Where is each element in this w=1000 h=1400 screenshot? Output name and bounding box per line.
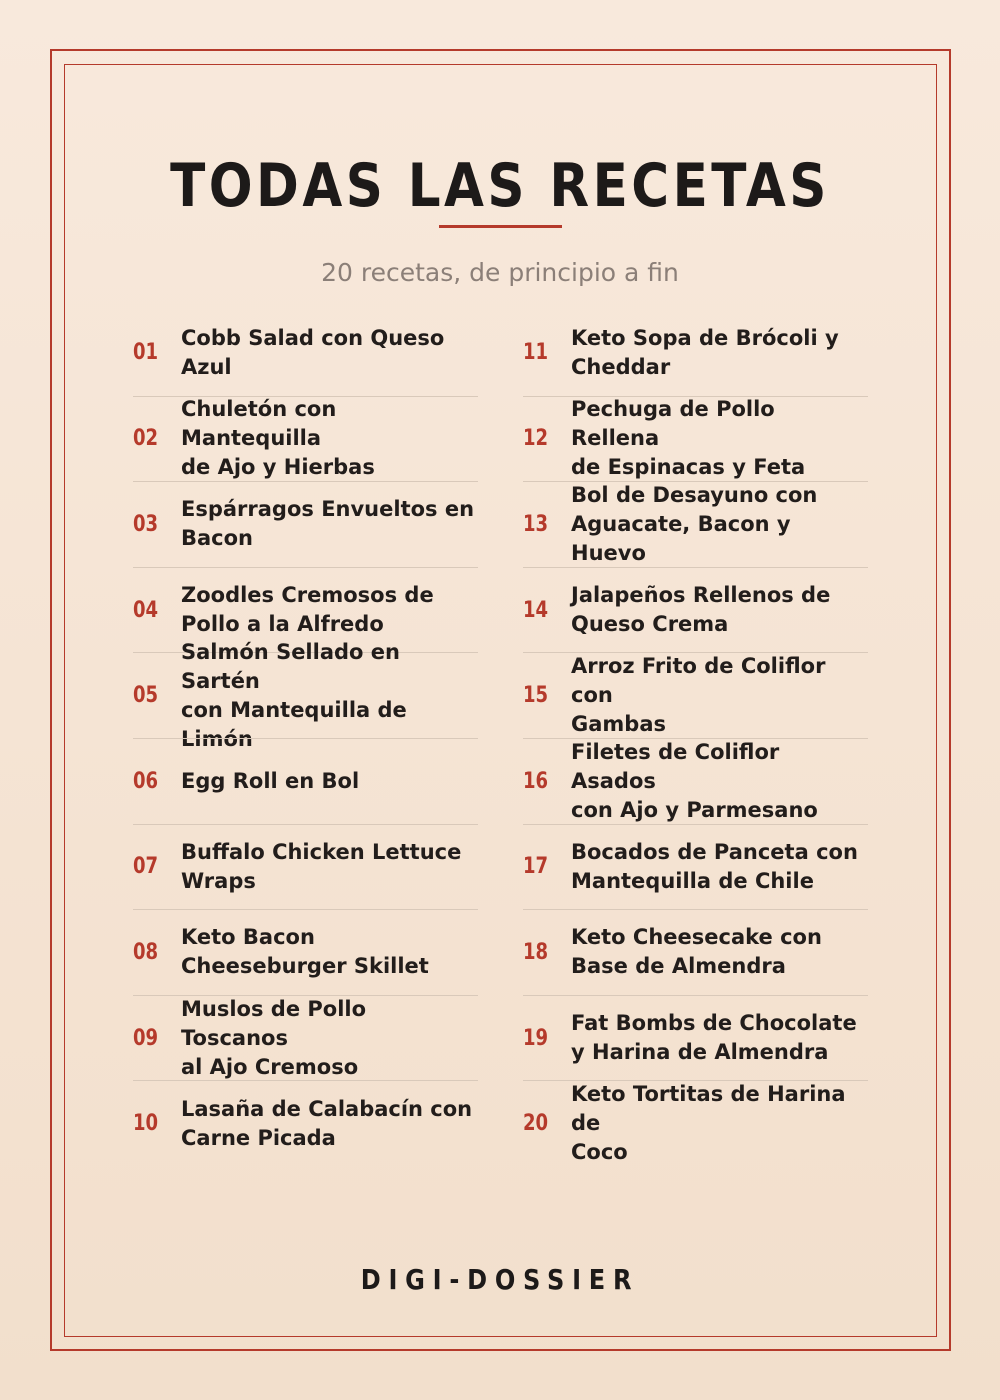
recipe-number: 01: [133, 340, 159, 366]
recipe-number: 12: [523, 426, 549, 452]
recipe-item: [133, 1080, 478, 1166]
recipe-item: [523, 481, 868, 567]
recipe-item: [133, 639, 478, 751]
recipe-name: Keto Cheesecake con Base de Almendra: [571, 925, 822, 979]
recipe-item: [133, 481, 478, 567]
recipe-item: [523, 824, 868, 910]
recipe-item: [523, 909, 868, 995]
recipe-item: [133, 909, 478, 995]
page-title: TODAS LAS RECETAS: [170, 151, 830, 221]
recipe-name: Buffalo Chicken Lettuce Wraps: [181, 839, 462, 893]
recipe-name: Arroz Frito de Coliflor con Gambas: [571, 654, 826, 737]
title-underline: [439, 225, 562, 228]
recipe-number: 10: [133, 1111, 159, 1137]
recipe-name: Fat Bombs de Chocolate y Harina de Almendra: [571, 1011, 857, 1065]
recipe-item: [523, 310, 868, 396]
recipe-number: 19: [523, 1025, 549, 1051]
recipe-name: Egg Roll en Bol: [181, 768, 360, 793]
recipe-item: [133, 396, 478, 482]
recipe-name: Keto Tortitas de Harina de Coco: [571, 1082, 846, 1165]
recipe-number: 11: [523, 340, 549, 366]
recipe-number: 08: [133, 939, 159, 965]
recipe-number: 17: [523, 854, 549, 880]
recipe-item: [523, 567, 868, 653]
recipe-number: 13: [523, 511, 549, 537]
recipe-number: 06: [133, 768, 159, 794]
recipe-name: Pechuga de Pollo Rellena de Espinacas y Feta: [571, 397, 806, 480]
recipe-item: [523, 995, 868, 1081]
page-subtitle: 20 recetas, de principio a fin: [321, 258, 679, 287]
recipe-name: Cobb Salad con Queso Azul: [181, 325, 445, 379]
recipe-name: Bol de Desayuno con Aguacate, Bacon y Huevo: [571, 482, 818, 565]
recipe-name: Keto Sopa de Brócoli y Cheddar: [571, 325, 839, 379]
recipe-name: Filetes de Coliflor Asados con Ajo y Parmesano: [571, 739, 818, 822]
recipe-name: Zoodles Cremosos de Pollo a la Alfredo: [181, 583, 434, 637]
recipe-number: 03: [133, 511, 159, 537]
recipe-name: Jalapeños Rellenos de Queso Crema: [571, 583, 831, 637]
recipe-item: [523, 738, 868, 824]
recipe-item: [133, 738, 478, 824]
recipe-number: 16: [523, 768, 549, 794]
recipe-name: Chuletón con Mantequilla de Ajo y Hierbas: [181, 397, 375, 480]
recipe-name: Keto Bacon Cheeseburger Skillet: [181, 925, 429, 979]
recipe-number: 20: [523, 1111, 549, 1137]
recipe-number: 07: [133, 854, 159, 880]
recipe-number: 05: [133, 683, 159, 709]
brand-footer: DIGI-DOSSIER: [360, 1263, 640, 1296]
recipe-name: Espárragos Envueltos en Bacon: [181, 497, 475, 551]
recipe-number: 09: [133, 1025, 159, 1051]
recipe-list-right: [523, 310, 868, 1166]
recipe-name: Lasaña de Calabacín con Carne Picada: [181, 1096, 473, 1150]
recipe-list-left: [133, 310, 478, 1166]
recipe-name: Muslos de Pollo Toscanos al Ajo Cremoso: [181, 996, 367, 1079]
recipe-item: [133, 310, 478, 396]
recipe-number: 02: [133, 426, 159, 452]
recipe-number: 04: [133, 597, 159, 623]
recipe-item: [523, 652, 868, 738]
recipe-item: [523, 396, 868, 482]
recipe-item: [523, 1080, 868, 1166]
recipe-name: Salmón Sellado en Sartén con Mantequilla de Limón: [181, 639, 407, 751]
recipe-number: 15: [523, 683, 549, 709]
recipe-number: 14: [523, 597, 549, 623]
recipe-name: Bocados de Panceta con Mantequilla de Chile: [571, 839, 858, 893]
recipe-number: 18: [523, 939, 549, 965]
recipe-item: [133, 824, 478, 910]
recipe-item: [133, 995, 478, 1081]
